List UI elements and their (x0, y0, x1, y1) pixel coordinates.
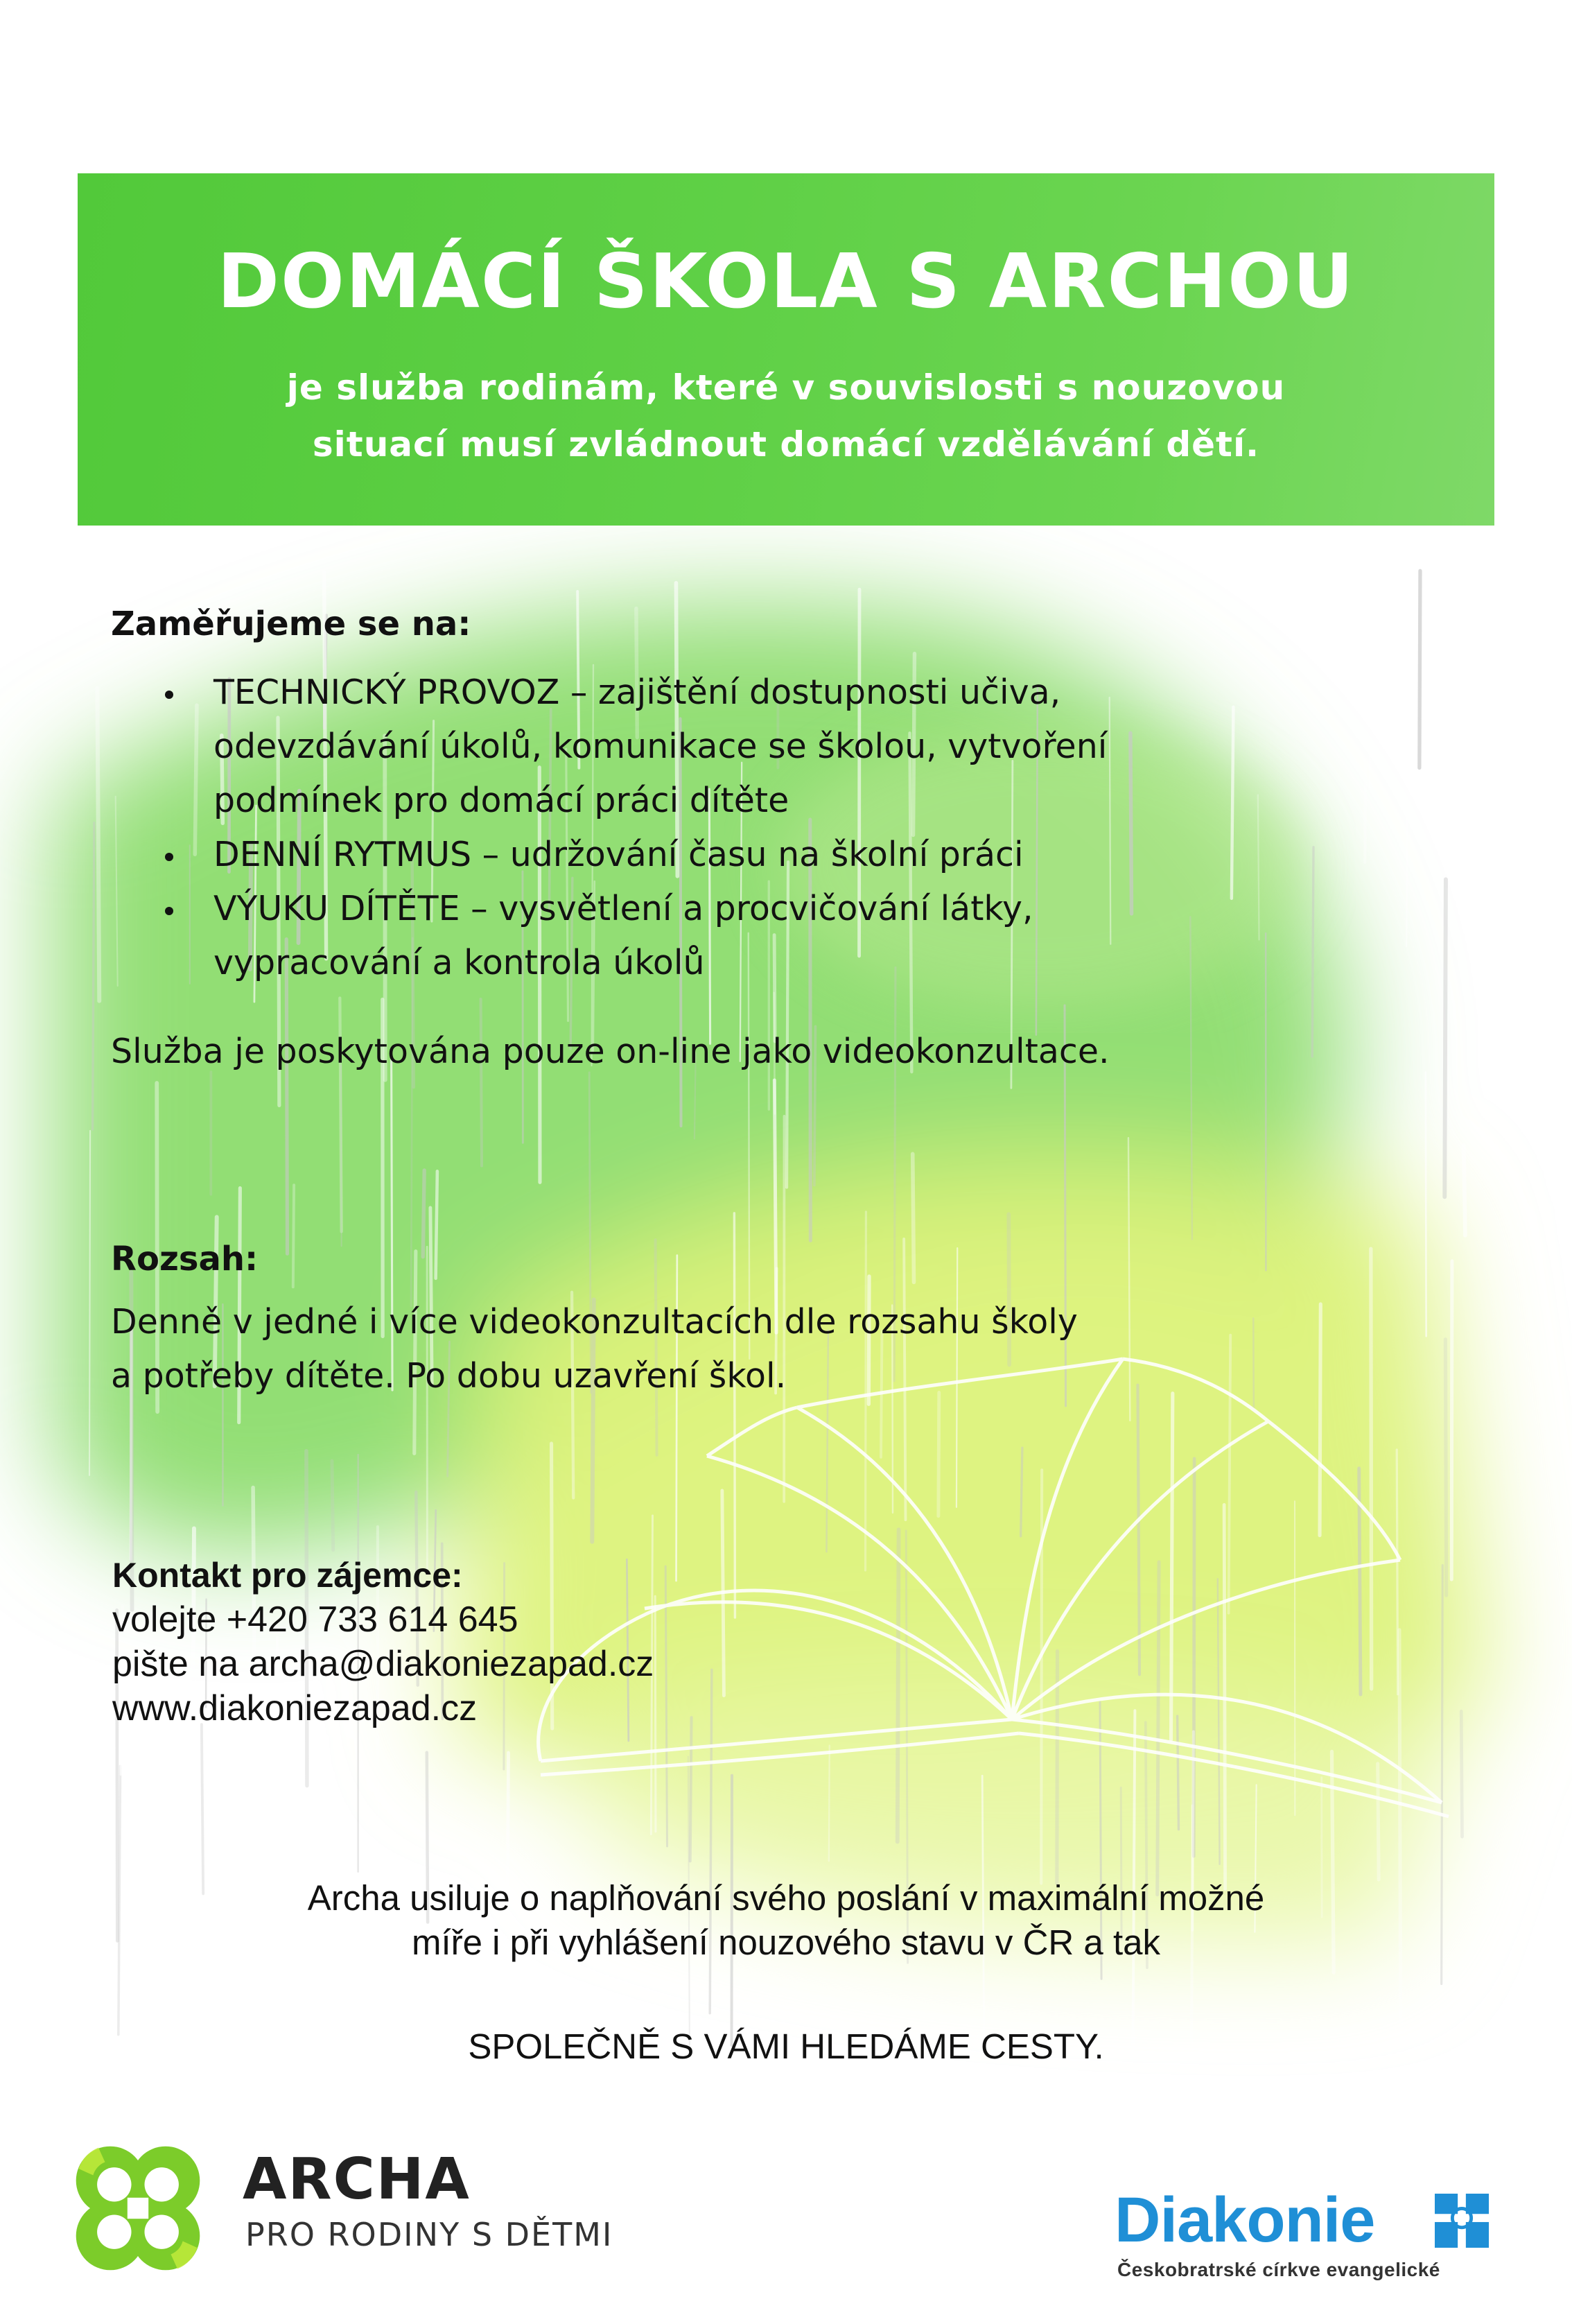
subtitle-line: situací musí zvládnout domácí vzdělávání dětí. (312, 424, 1260, 465)
diakonie-name: Diakonie (1115, 2185, 1375, 2255)
list-item-line: DENNÍ RYTMUS – udržování času na školní práci (213, 835, 1024, 874)
focus-list (159, 666, 1338, 990)
contact-website[interactable]: www.diakoniezapad.cz (112, 1688, 478, 1728)
scope-text (111, 1295, 1078, 1403)
list-item-line: TECHNICKÝ PROVOZ – zajištění dostupnosti učiva, (213, 673, 1061, 712)
page-subtitle (182, 359, 1390, 473)
focus-heading: Zaměřujeme se na: (111, 605, 471, 643)
closing-line: Archa usiluje o naplňování svého poslání v maximální možné (307, 1878, 1265, 1918)
diakonie-cross-icon (1435, 2194, 1489, 2248)
header-banner (78, 173, 1494, 526)
closing-statement (0, 1876, 1572, 1965)
list-item-line: VÝUKU DÍTĚTE – vysvětlení a procvičování látky, (213, 889, 1033, 928)
list-item-line: odevzdávání úkolů, komunikace se školou, vytvoření (213, 727, 1108, 766)
closing-line: míře i při vyhlášení nouzového stavu v ČR a tak (412, 1923, 1160, 1962)
scope-heading: Rozsah: (111, 1240, 259, 1278)
closing-slogan: SPOLEČNĚ S VÁMI HLEDÁME CESTY. (468, 2027, 1104, 2066)
diakonie-subtitle: Českobratrské církve evangelické (1117, 2259, 1440, 2280)
archa-name: ARCHA (243, 2147, 471, 2212)
scope-line: a potřeby dítěte. Po dobu uzavření škol. (111, 1356, 787, 1396)
contact-heading: Kontakt pro zájemce: (112, 1556, 463, 1595)
list-item (159, 828, 1338, 882)
archa-tagline: PRO RODINY S DĚTMI (245, 2216, 613, 2253)
contact-block (112, 1553, 654, 1731)
list-item-line: vypracování a kontrola úkolů (213, 943, 705, 982)
service-note: Služba je poskytována pouze on-line jako videokonzultace. (111, 1032, 1110, 1071)
list-item (159, 882, 1338, 990)
archa-clover-logo-icon (72, 2142, 204, 2274)
subtitle-line: je služba rodinám, které v souvislosti s nouzovou (286, 367, 1286, 408)
contact-email[interactable]: pište na archa@diakoniezapad.cz (112, 1644, 654, 1684)
list-item (159, 666, 1338, 828)
contact-phone[interactable]: volejte +420 733 614 645 (112, 1599, 518, 1640)
page-title: DOMÁCÍ ŠKOLA S ARCHOU (217, 239, 1355, 325)
scope-line: Denně v jedné i více videokonzultacích dle rozsahu školy (111, 1302, 1078, 1342)
list-item-line: podmínek pro domácí práci dítěte (213, 781, 789, 820)
